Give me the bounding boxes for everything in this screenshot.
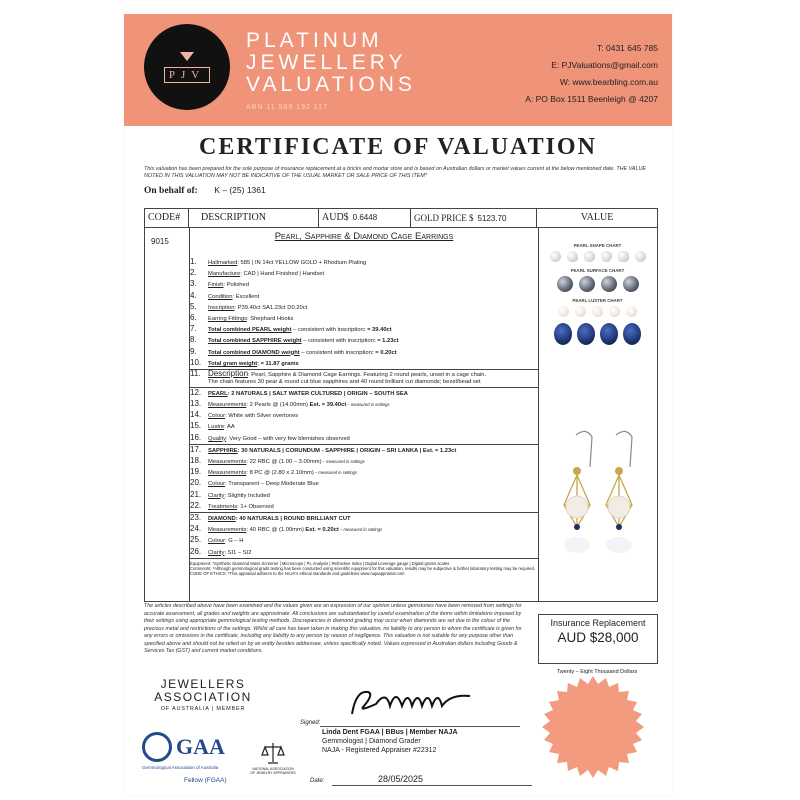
row-label: Manufacture [208, 271, 241, 278]
row-label: Measurements [208, 470, 247, 477]
page-title: CERTIFICATE OF VALUATION [199, 134, 597, 160]
row-label: Total combined PEARL weight [208, 327, 292, 334]
row-number: 21. [190, 489, 202, 499]
row-number: 23. [190, 513, 202, 523]
row-number: 3. [190, 279, 197, 289]
disclaimer-text: The articles described above have been examined and the values given are an expression of our opinion unless gemstones have been removed from settings for accurate assessment, all grades and weights are approximate. All conclusions are substantiated by careful examination of the items within limitations imposed by their settings using appropriate gemmological testing methods. Discrepancies in diamond grading may occur when diamonds are set due to the colour of the precious metal and restrictions of the settings. Whilst all care has been taken in making this valuation, no liability to any person to whom the certificate is given for any errors or omissions in the certificate, including any liability to any person by reason of negligence. This valuation is not suitable for any purpose other than specified above and should not be relied on by an entity besides addressee, unless specifically noted. Values expressed in Australian dollars including Goods & Services Tax (GST) and current market conditions. [144, 603, 522, 654]
row-text: : 22 RBC @ (1.00 – 3.00mm) [246, 459, 322, 466]
email[interactable]: E: PJValuations@gmail.com [551, 60, 658, 70]
row-number: 22. [190, 500, 202, 510]
spec-row [190, 410, 538, 421]
pearl-luster-swatch [558, 306, 569, 317]
row-number: 2. [190, 268, 197, 278]
row-text: : Transparent – Deep Moderate Blue [225, 481, 319, 488]
logo-monogram: PJV [164, 67, 210, 83]
pearl-shape-chart [538, 251, 657, 262]
row-number: 14. [190, 410, 202, 420]
insurance-value-words: Twenty – Eight Thousand Dollars [556, 669, 638, 675]
grader-name: Linda Dent FGAA | BBus | Member NAJA [322, 729, 458, 736]
signature-icon [346, 684, 476, 720]
row-text: : 585 | IN 14ct YELLOW GOLD + Rhodium Plating [237, 260, 367, 266]
row-label: PEARL [208, 390, 228, 397]
behalf-value: K – (25) 1361 [214, 185, 266, 195]
row-number: 4. [190, 290, 197, 300]
value-column [538, 227, 657, 601]
pearl-surface-chart [538, 276, 657, 292]
footnote-equipment: Equipment: *Synthetic Diamond Mass Screener | Microscope | PL Analysis | Refractive Index | Digital Leverage gauge | Digital grams scales [190, 560, 450, 566]
header-banner [124, 14, 672, 126]
website[interactable]: W: www.bearbling.com.au [559, 77, 658, 87]
naja-registration: NAJA - Registered Appraiser #22312 [322, 747, 437, 754]
embossed-seal-icon [538, 674, 648, 784]
row-number: 8. [190, 335, 197, 345]
row-label: Inscription [208, 304, 235, 311]
pearl-shape-swatch [601, 251, 612, 262]
row-number: 17. [190, 444, 202, 454]
pearl-surface-swatch [601, 276, 617, 292]
date-label: Date: [310, 778, 325, 784]
row-label: Finish [208, 282, 224, 289]
ja-line3: OF AUSTRALIA | MEMBER [160, 706, 246, 712]
row-bold: : ≈ 1.23ct [373, 338, 399, 345]
gaa-abbr: GAA [176, 734, 225, 759]
row-label: Clarity [208, 549, 225, 556]
row-label: Lustre [208, 424, 225, 431]
row-label: Quality [208, 435, 227, 442]
row-label: Measurements [208, 527, 247, 534]
spec-row [190, 444, 538, 456]
on-behalf-of [144, 185, 266, 196]
row-text: – consistent with inscription [291, 327, 364, 334]
item-code: 9015 [151, 237, 169, 246]
row-label: Earring Fittings [208, 316, 247, 323]
row-number: 24. [190, 524, 202, 534]
row-label: Measurements [208, 459, 247, 466]
insurance-replacement-box [538, 614, 658, 664]
row-label: SAPPHIRE [208, 447, 238, 454]
row-bold: : ≈ 0.20ct [371, 349, 397, 356]
row-bold: : ≈ 11.87 grams [257, 360, 299, 367]
item-title: Pearl, Sapphire & Diamond Cage Earrings [274, 231, 454, 242]
row-text: : G – H [225, 538, 244, 545]
row-note: – measured in settings [346, 402, 390, 408]
spec-row [190, 268, 538, 279]
pearl-luster-swatch [626, 306, 637, 317]
row-text: – consistent with inscription [301, 338, 374, 345]
grader-details [322, 728, 458, 755]
naja-name: NATIONAL ASSOCIATION OF JEWELRY APPRAISERS [250, 767, 296, 775]
col-value: VALUE [580, 212, 614, 223]
spec-row [190, 456, 538, 467]
spec-row [190, 347, 538, 358]
row-text: : 40 RBC @ (1.00mm) [246, 527, 306, 534]
abn: ABN 11 589 192 117 [246, 104, 328, 111]
row-text: : CAD | Hand Finished | Handset [240, 271, 325, 278]
pearl-shape-chart-label: PEARL SHAPE CHART [573, 243, 622, 248]
row-note: – measured in settings [313, 470, 358, 476]
pearl-shape-swatch [618, 251, 629, 262]
row-note: – measured in settings [338, 527, 383, 533]
pearl-luster-swatch [609, 306, 620, 317]
row-text: : P39.40ct SA1.23ct D0.20ct [234, 304, 308, 311]
row-text: : Very Good – with very few blemishes observed [226, 435, 350, 442]
row-label: Colour [208, 538, 226, 545]
spec-row [190, 313, 538, 324]
row-text: : 8 PC @ (2.80 x 2.10mm) [246, 470, 314, 477]
intro-text: This valuation has been prepared for the sole purpose of insurance replacement at a bricks and mortar store and is based on Australian dollars or market values current at the below mentioned date. THE VALUE NOTED IN THIS VALUATION MAY NOT BE INDICATIVE OF THE USUAL MARKET OR SALE PRICE OF THIS ITEM* [144, 166, 647, 179]
certificate-sheet [124, 6, 672, 796]
row-label: Hallmarked [208, 260, 238, 266]
row-text: : SI1 – SI2 [224, 549, 252, 556]
spec-row [190, 358, 538, 369]
earring-photo [550, 427, 645, 557]
row-number: 25. [190, 535, 202, 545]
footnote-ethics: CODE OF ETHICS: *This appraisal adheres to the NAJA's ethical standards and guidelines www.najaappraisal.com [190, 571, 405, 577]
pearl-shape-swatch [550, 251, 561, 262]
row-text: : AA [224, 424, 235, 431]
equipment-footnotes [190, 558, 538, 577]
row-text: : Polished [223, 282, 249, 289]
col-aud: AUD$ 0.6448 [319, 209, 411, 227]
spec-row [190, 335, 538, 346]
naja-logo [250, 740, 296, 775]
row-number: 18. [190, 456, 202, 466]
col-gold-price: GOLD PRICE $ 5123.70 [411, 209, 537, 227]
insurance-label: Insurance Replacement [550, 618, 646, 628]
spec-row [190, 399, 538, 410]
pearl-shape-swatch [567, 251, 578, 262]
col-code: CODE# [145, 209, 189, 227]
spec-row [190, 291, 538, 302]
pearl-shape-swatch [584, 251, 595, 262]
grader-role: Gemmologist | Diamond Grader [322, 738, 421, 745]
row-note: – measured in settings [321, 459, 365, 465]
row-text: : White with Silver overtones [225, 413, 299, 420]
sapphire-swatch [623, 323, 641, 345]
row-label: Measurements [208, 402, 247, 409]
row-bold: : 40 NATURALS | ROUND BRILLIANT CUT [235, 516, 351, 523]
col-description: DESCRIPTION [189, 209, 319, 227]
row-text: : Excellent [232, 293, 260, 300]
gold-price: 5123.70 [477, 214, 507, 223]
pearl-luster-swatch [575, 306, 586, 317]
spec-row [190, 302, 538, 313]
spec-row [190, 421, 538, 432]
brand-line: VALUATIONS [246, 73, 416, 96]
pjv-logo [144, 24, 230, 110]
row-bold: : 30 NATURALS | CORUNDUM - SAPPHIRE | ORIGIN – SRI LANKA | Est. ≈ 1.23ct [237, 447, 457, 454]
description-column [189, 227, 539, 601]
pearl-luster-swatch [592, 306, 603, 317]
sapphire-swatch [600, 323, 618, 345]
spec-row [190, 490, 538, 501]
brand-line: PLATINUM [246, 29, 383, 52]
phone[interactable]: T: 0431 645 785 [597, 43, 658, 53]
row-number: 10. [190, 357, 202, 367]
gaa-fellow: Fellow (FGAA) [184, 777, 227, 784]
row-label: DIAMOND [208, 516, 236, 523]
ja-line2: ASSOCIATION [154, 690, 252, 704]
brand-name [246, 30, 416, 96]
row-label: Treatments [208, 503, 238, 510]
gaa-full-name: Gemmological Association of Australia [142, 765, 219, 770]
spec-row [190, 324, 538, 335]
valuation-date: 28/05/2025 [378, 774, 424, 784]
scales-icon [260, 740, 286, 766]
date-line [332, 785, 532, 786]
jewellers-association-logo [148, 678, 258, 712]
sapphire-swatch [577, 323, 595, 345]
pearl-shape-swatch [635, 251, 646, 262]
row-number: 20. [190, 478, 202, 488]
spec-row [190, 501, 538, 512]
row-number: 5. [190, 301, 197, 311]
brand-line: JEWELLERY [246, 51, 407, 74]
row-label: Clarity [208, 492, 225, 499]
spec-row [190, 535, 538, 546]
pearl-surface-chart-label: PEARL SURFACE CHART [570, 268, 625, 273]
row-bold: : 2 NATURALS | SALT WATER CULTURED | ORIGIN – SOUTH SEA [227, 390, 408, 397]
signature-line [320, 726, 520, 727]
row-text: : 2 Pearls @ (14.00mm) [246, 402, 310, 409]
spec-row-description: 11. Description: Pearl, Sapphire & Diamond Cage Earrings. Featuring 2 round pearls, unset in a cage chain. The chain features 30 pear & round cut blue sapphires and 40 round brilliant cut diamonds; bezel/bead set [190, 369, 538, 387]
sapphire-swatch [554, 323, 572, 345]
row-text: : Shephard Hooks [246, 316, 294, 323]
row-bold: : ≈ 39.40ct [363, 327, 392, 334]
row-number: 19. [190, 467, 202, 477]
row-number: 9. [190, 346, 197, 356]
ja-line1: JEWELLERS [160, 677, 246, 691]
sapphire-colour-chart [538, 323, 657, 345]
row-number: 6. [190, 313, 197, 323]
row-number: 7. [190, 324, 197, 334]
spec-row [190, 524, 538, 535]
pearl-surface-swatch [579, 276, 595, 292]
spec-row [190, 478, 538, 489]
row-number: 16. [190, 432, 202, 442]
behalf-label: On behalf of: [144, 186, 198, 196]
row-bold: Est. ≈ 39.40ct [309, 402, 347, 409]
row-number: 26. [190, 546, 202, 556]
pearl-surface-swatch [557, 276, 573, 292]
spec-rows [190, 257, 538, 577]
row-label: Colour [208, 481, 226, 488]
row-label: Colour [208, 413, 226, 420]
row-label: Condition [208, 293, 233, 300]
spec-row [190, 467, 538, 478]
spec-row [190, 257, 538, 268]
spec-row [190, 512, 538, 524]
table-header [145, 209, 657, 228]
row-text: : 1+ Observed [237, 503, 274, 510]
row-number: 13. [190, 399, 202, 409]
contact-block [525, 40, 658, 108]
address: A: PO Box 1511 Beenleigh @ 4207 [525, 94, 658, 104]
insurance-value: AUD $28,000 [557, 630, 639, 645]
row-label: Total combined DIAMOND weight [208, 349, 300, 356]
row-label: Total combined SAPPHIRE weight [208, 338, 302, 345]
spec-row [190, 279, 538, 290]
spec-row [190, 387, 538, 399]
row-number: 12. [190, 387, 202, 397]
row-number: 1. [190, 257, 197, 266]
spec-row [190, 433, 538, 444]
footnote-comments: Comments: *Although gemmological grads testing has been conducted using scientific equipment for this valuation, results may be subjective & further laboratory testing may be required. [190, 566, 535, 572]
gaa-emblem-icon [142, 732, 172, 762]
row-bold: Est. ≈ 0.20ct [305, 527, 339, 534]
row-text: : Slightly Included [224, 492, 270, 499]
valuation-table [144, 208, 658, 602]
diamond-icon [180, 52, 194, 61]
spec-row [190, 547, 538, 558]
pearl-luster-chart-label: PEARL LUSTER CHART [572, 298, 623, 303]
row-label: Total gram weight [208, 360, 258, 367]
pearl-surface-swatch [623, 276, 639, 292]
pearl-luster-chart [538, 306, 657, 317]
row-text: – consistent with inscription [299, 349, 372, 356]
aud-rate: 0.6448 [352, 213, 378, 222]
signed-label: Signed: [300, 720, 321, 726]
row-number: 15. [190, 421, 202, 431]
